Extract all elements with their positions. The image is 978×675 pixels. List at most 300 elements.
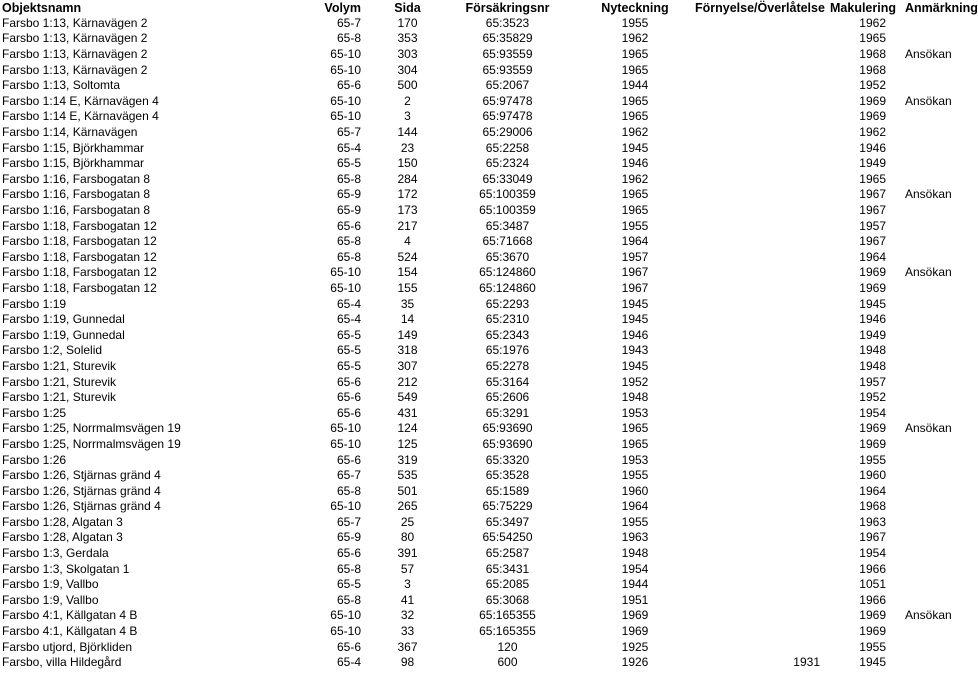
cell-volym: 65-4 <box>336 140 361 155</box>
cell-fornyelse <box>695 546 830 562</box>
table-row <box>0 561 960 577</box>
cell-nyteckning: 1946 <box>621 327 649 342</box>
cell-nyteckning: 1965 <box>621 93 649 108</box>
cell-makulering: 1969 <box>859 436 886 451</box>
cell-volym: 65-7 <box>336 468 361 483</box>
cell-anmarkning <box>900 374 960 390</box>
table-row <box>0 218 960 234</box>
cell-makulering: 1952 <box>859 78 886 93</box>
cell-volym: 65-5 <box>336 577 361 592</box>
cell-objektsnamn: Farsbo 1:19, Gunnedal <box>2 312 125 327</box>
cell-fornyelse <box>695 281 830 297</box>
cell-anmarkning <box>900 218 960 234</box>
table-body <box>0 16 960 671</box>
cell-anmarkning <box>900 78 960 94</box>
cell-sida: 501 <box>397 483 418 498</box>
cell-anmarkning <box>900 31 960 47</box>
cell-forsakringsnr: 65:93559 <box>482 62 533 77</box>
cell-fornyelse <box>695 421 830 437</box>
cell-makulering: 1967 <box>859 530 886 545</box>
cell-anmarkning <box>900 405 960 421</box>
cell-forsakringsnr: 65:2293 <box>485 296 530 311</box>
cell-objektsnamn: Farsbo 1:26, Stjärnas gränd 4 <box>2 483 161 498</box>
cell-objektsnamn: Farsbo 1:3, Gerdala <box>2 546 109 561</box>
cell-sida: 304 <box>397 62 418 77</box>
cell-forsakringsnr: 65:2587 <box>485 546 530 561</box>
cell-sida: 125 <box>397 436 418 451</box>
table-row <box>0 296 960 312</box>
cell-nyteckning: 1945 <box>621 140 649 155</box>
cell-anmarkning: Ansökan <box>905 187 952 202</box>
cell-anmarkning: Ansökan <box>905 93 952 108</box>
cell-anmarkning <box>900 172 960 188</box>
cell-makulering: 1967 <box>859 187 886 202</box>
cell-forsakringsnr: 65:3487 <box>485 218 530 233</box>
cell-objektsnamn: Farsbo 1:18, Farsbogatan 12 <box>2 265 157 280</box>
cell-nyteckning: 1967 <box>621 280 649 295</box>
header-sida: Sida <box>394 0 421 15</box>
cell-volym: 65-6 <box>336 78 361 93</box>
cell-fornyelse <box>695 296 830 312</box>
cell-objektsnamn: Farsbo 1:3, Skolgatan 1 <box>2 561 130 576</box>
cell-nyteckning: 1948 <box>621 390 649 405</box>
table-row <box>0 577 960 593</box>
cell-makulering: 1955 <box>859 639 886 654</box>
cell-fornyelse <box>695 94 830 110</box>
cell-anmarkning <box>900 655 960 671</box>
table-row <box>0 546 960 562</box>
cell-nyteckning: 1965 <box>621 62 649 77</box>
cell-makulering: 1969 <box>859 421 886 436</box>
cell-fornyelse <box>695 390 830 406</box>
cell-forsakringsnr: 65:3320 <box>485 452 530 467</box>
cell-volym: 65-5 <box>336 343 361 358</box>
cell-makulering: 1969 <box>859 624 886 639</box>
cell-anmarkning <box>900 624 960 640</box>
cell-anmarkning <box>900 561 960 577</box>
cell-sida: 307 <box>397 358 418 373</box>
table-row <box>0 421 960 437</box>
cell-objektsnamn: Farsbo 1:16, Farsbogatan 8 <box>2 171 151 186</box>
cell-makulering: 1964 <box>859 483 886 498</box>
cell-forsakringsnr: 65:2085 <box>485 577 530 592</box>
cell-volym: 65-4 <box>336 655 361 670</box>
cell-forsakringsnr: 65:100359 <box>479 203 536 218</box>
cell-anmarkning <box>900 327 960 343</box>
cell-fornyelse <box>695 468 830 484</box>
cell-anmarkning <box>900 515 960 531</box>
cell-volym: 65-6 <box>336 218 361 233</box>
cell-nyteckning: 1960 <box>621 483 649 498</box>
cell-forsakringsnr: 65:1589 <box>485 483 530 498</box>
cell-sida: 500 <box>397 78 418 93</box>
table-row <box>0 639 960 655</box>
cell-sida: 212 <box>397 374 418 389</box>
cell-forsakringsnr: 65:71668 <box>482 234 533 249</box>
table-row <box>0 624 960 640</box>
cell-anmarkning <box>900 639 960 655</box>
cell-nyteckning: 1965 <box>621 203 649 218</box>
cell-fornyelse <box>695 312 830 328</box>
cell-objektsnamn: Farsbo 1:18, Farsbogatan 12 <box>2 218 157 233</box>
cell-volym: 65-4 <box>336 312 361 327</box>
cell-forsakringsnr: 65:75229 <box>482 499 533 514</box>
header-row <box>0 0 960 16</box>
cell-makulering: 1946 <box>859 312 886 327</box>
cell-volym: 65-6 <box>336 374 361 389</box>
cell-sida: 14 <box>400 312 415 327</box>
cell-nyteckning: 1945 <box>621 296 649 311</box>
table-row <box>0 31 960 47</box>
cell-nyteckning: 1965 <box>621 421 649 436</box>
cell-makulering: 1967 <box>859 203 886 218</box>
cell-fornyelse <box>695 327 830 343</box>
cell-anmarkning <box>900 16 960 32</box>
cell-sida: 98 <box>400 655 415 670</box>
cell-sida: 319 <box>397 452 418 467</box>
cell-sida: 23 <box>400 140 415 155</box>
cell-objektsnamn: Farsbo 1:28, Algatan 3 <box>2 530 123 545</box>
table-row <box>0 187 960 203</box>
cell-volym: 65-10 <box>330 421 361 436</box>
cell-fornyelse <box>695 639 830 655</box>
cell-fornyelse <box>695 47 830 63</box>
cell-forsakringsnr: 65:2343 <box>485 327 530 342</box>
cell-fornyelse <box>695 78 830 94</box>
cell-sida: 265 <box>397 499 418 514</box>
cell-forsakringsnr: 65:2067 <box>485 78 530 93</box>
cell-objektsnamn: Farsbo 1:14 E, Kärnavägen 4 <box>2 93 159 108</box>
cell-fornyelse <box>695 343 830 359</box>
cell-sida: 33 <box>400 624 415 639</box>
cell-objektsnamn: Farsbo 1:21, Sturevik <box>2 358 117 373</box>
cell-sida: 155 <box>397 280 418 295</box>
cell-volym: 65-7 <box>336 15 361 30</box>
cell-sida: 25 <box>400 514 415 529</box>
cell-anmarkning <box>900 483 960 499</box>
cell-forsakringsnr: 65:3068 <box>485 592 530 607</box>
cell-objektsnamn: Farsbo 4:1, Källgatan 4 B <box>2 608 138 623</box>
cell-fornyelse <box>695 515 830 531</box>
cell-volym: 65-9 <box>336 530 361 545</box>
cell-anmarkning <box>900 593 960 609</box>
cell-forsakringsnr: 65:97478 <box>482 109 533 124</box>
cell-makulering: 1968 <box>859 62 886 77</box>
cell-forsakringsnr: 65:29006 <box>482 125 533 140</box>
table-row <box>0 94 960 110</box>
cell-fornyelse <box>695 125 830 141</box>
cell-makulering: 1969 <box>859 265 886 280</box>
header-anmarkning: Anmärkning <box>905 0 978 15</box>
cell-forsakringsnr: 65:2258 <box>485 140 530 155</box>
cell-fornyelse <box>695 156 830 172</box>
table-row <box>0 593 960 609</box>
cell-forsakringsnr: 65:2310 <box>485 312 530 327</box>
cell-nyteckning: 1944 <box>621 78 649 93</box>
cell-sida: 4 <box>404 234 411 249</box>
cell-volym: 65-6 <box>336 390 361 405</box>
cell-forsakringsnr: 65:165355 <box>479 608 536 623</box>
cell-sida: 217 <box>397 218 418 233</box>
cell-nyteckning: 1965 <box>621 187 649 202</box>
cell-forsakringsnr: 65:97478 <box>482 93 533 108</box>
cell-objektsnamn: Farsbo 1:19, Gunnedal <box>2 327 125 342</box>
header-forsakringsnr: Försäkringsnr <box>465 0 550 15</box>
cell-nyteckning: 1957 <box>621 249 649 264</box>
cell-makulering: 1949 <box>859 156 886 171</box>
cell-nyteckning: 1969 <box>621 624 649 639</box>
cell-volym: 65-10 <box>330 608 361 623</box>
cell-anmarkning <box>900 250 960 266</box>
table-row <box>0 530 960 546</box>
cell-sida: 3 <box>404 577 411 592</box>
cell-sida: 367 <box>397 639 418 654</box>
cell-fornyelse <box>695 593 830 609</box>
table-row <box>0 452 960 468</box>
cell-makulering: 1945 <box>859 655 886 670</box>
cell-makulering: 1954 <box>859 405 886 420</box>
cell-objektsnamn: Farsbo 1:26, Stjärnas gränd 4 <box>2 499 161 514</box>
cell-fornyelse <box>695 16 830 32</box>
cell-sida: 431 <box>397 405 418 420</box>
cell-makulering: 1955 <box>859 452 886 467</box>
cell-forsakringsnr: 65:3528 <box>485 468 530 483</box>
cell-makulering: 1952 <box>859 390 886 405</box>
cell-forsakringsnr: 65:3670 <box>485 249 530 264</box>
cell-nyteckning: 1964 <box>621 234 649 249</box>
cell-fornyelse <box>695 577 830 593</box>
cell-forsakringsnr: 65:2606 <box>485 390 530 405</box>
cell-objektsnamn: Farsbo 1:26, Stjärnas gränd 4 <box>2 468 161 483</box>
cell-anmarkning <box>900 281 960 297</box>
table-row <box>0 172 960 188</box>
table-row <box>0 468 960 484</box>
cell-nyteckning: 1951 <box>621 592 649 607</box>
cell-anmarkning <box>900 577 960 593</box>
cell-fornyelse <box>695 530 830 546</box>
cell-anmarkning <box>900 125 960 141</box>
cell-volym: 65-8 <box>336 249 361 264</box>
table-row <box>0 655 960 671</box>
cell-sida: 35 <box>400 296 415 311</box>
cell-nyteckning: 1955 <box>621 218 649 233</box>
cell-volym: 65-5 <box>336 156 361 171</box>
table-row <box>0 78 960 94</box>
cell-objektsnamn: Farsbo 1:21, Sturevik <box>2 374 117 389</box>
cell-fornyelse <box>695 109 830 125</box>
cell-anmarkning: Ansökan <box>905 47 952 62</box>
cell-objektsnamn: Farsbo 4:1, Källgatan 4 B <box>2 624 138 639</box>
table-row <box>0 483 960 499</box>
cell-nyteckning: 1944 <box>621 577 649 592</box>
cell-objektsnamn: Farsbo 1:18, Farsbogatan 12 <box>2 234 157 249</box>
cell-nyteckning: 1952 <box>621 374 649 389</box>
header-objektsnamn: Objektsnamn <box>2 0 82 15</box>
header-makulering: Makulering <box>830 0 896 15</box>
cell-nyteckning: 1967 <box>621 265 649 280</box>
table-row <box>0 499 960 515</box>
cell-nyteckning: 1965 <box>621 109 649 124</box>
cell-makulering: 1960 <box>859 468 886 483</box>
table-row <box>0 343 960 359</box>
header-fornyelse: Förnyelse/Överlåtelse <box>695 0 825 15</box>
cell-sida: 154 <box>397 265 418 280</box>
cell-objektsnamn: Farsbo 1:18, Farsbogatan 12 <box>2 280 157 295</box>
cell-fornyelse <box>695 62 830 78</box>
cell-sida: 170 <box>397 15 418 30</box>
cell-makulering: 1965 <box>859 171 886 186</box>
cell-objektsnamn: Farsbo 1:13, Soltomta <box>2 78 121 93</box>
table-row <box>0 109 960 125</box>
cell-fornyelse <box>695 437 830 453</box>
cell-fornyelse <box>695 172 830 188</box>
cell-sida: 318 <box>397 343 418 358</box>
table-row <box>0 281 960 297</box>
table-row <box>0 16 960 32</box>
cell-sida: 2 <box>404 93 411 108</box>
cell-anmarkning <box>900 234 960 250</box>
cell-nyteckning: 1943 <box>621 343 649 358</box>
cell-anmarkning: Ansökan <box>905 265 952 280</box>
cell-fornyelse <box>695 203 830 219</box>
cell-makulering: 1957 <box>859 374 886 389</box>
table-row <box>0 140 960 156</box>
cell-anmarkning <box>900 296 960 312</box>
cell-fornyelse <box>695 624 830 640</box>
cell-volym: 65-10 <box>330 436 361 451</box>
cell-forsakringsnr: 120 <box>497 639 518 654</box>
cell-volym: 65-6 <box>336 546 361 561</box>
cell-sida: 353 <box>397 31 418 46</box>
cell-forsakringsnr: 65:2324 <box>485 156 530 171</box>
cell-anmarkning <box>900 452 960 468</box>
cell-forsakringsnr: 600 <box>497 655 518 670</box>
cell-anmarkning <box>900 62 960 78</box>
cell-forsakringsnr: 65:54250 <box>482 530 533 545</box>
cell-forsakringsnr: 65:3291 <box>485 405 530 420</box>
table-row <box>0 62 960 78</box>
cell-fornyelse <box>695 265 830 281</box>
table-row <box>0 203 960 219</box>
cell-nyteckning: 1946 <box>621 156 649 171</box>
cell-makulering: 1968 <box>859 47 886 62</box>
cell-objektsnamn: Farsbo 1:9, Vallbo <box>2 577 99 592</box>
table-row <box>0 515 960 531</box>
cell-objektsnamn: Farsbo, villa Hildegård <box>2 655 122 670</box>
cell-forsakringsnr: 65:93690 <box>482 436 533 451</box>
cell-forsakringsnr: 65:35829 <box>482 31 533 46</box>
table-row <box>0 608 960 624</box>
cell-makulering: 1948 <box>859 358 886 373</box>
cell-fornyelse <box>695 234 830 250</box>
cell-anmarkning <box>900 343 960 359</box>
cell-volym: 65-5 <box>336 327 361 342</box>
cell-anmarkning <box>900 468 960 484</box>
cell-makulering: 1966 <box>859 592 886 607</box>
cell-nyteckning: 1948 <box>621 546 649 561</box>
cell-objektsnamn: Farsbo 1:2, Solelid <box>2 343 103 358</box>
cell-objektsnamn: Farsbo 1:13, Kärnavägen 2 <box>2 15 148 30</box>
cell-anmarkning <box>900 156 960 172</box>
cell-anmarkning <box>900 437 960 453</box>
cell-fornyelse <box>695 405 830 421</box>
cell-objektsnamn: Farsbo 1:28, Algatan 3 <box>2 514 123 529</box>
cell-volym: 65-10 <box>330 47 361 62</box>
cell-nyteckning: 1965 <box>621 436 649 451</box>
cell-nyteckning: 1962 <box>621 171 649 186</box>
cell-fornyelse <box>695 218 830 234</box>
cell-anmarkning: Ansökan <box>905 421 952 436</box>
cell-sida: 524 <box>397 249 418 264</box>
cell-objektsnamn: Farsbo 1:13, Kärnavägen 2 <box>2 47 148 62</box>
table-row <box>0 359 960 375</box>
cell-sida: 549 <box>397 390 418 405</box>
cell-objektsnamn: Farsbo 1:25, Norrmalmsvägen 19 <box>2 436 181 451</box>
cell-volym: 65-10 <box>330 280 361 295</box>
cell-fornyelse <box>695 374 830 390</box>
cell-objektsnamn: Farsbo 1:14 E, Kärnavägen 4 <box>2 109 159 124</box>
cell-makulering: 1962 <box>859 125 886 140</box>
cell-makulering: 1949 <box>859 327 886 342</box>
table-row <box>0 47 960 63</box>
table-row <box>0 312 960 328</box>
cell-objektsnamn: Farsbo 1:15, Björkhammar <box>2 156 145 171</box>
cell-objektsnamn: Farsbo 1:25 <box>2 405 67 420</box>
cell-objektsnamn: Farsbo 1:21, Sturevik <box>2 390 117 405</box>
cell-nyteckning: 1945 <box>621 358 649 373</box>
cell-fornyelse: 1931 <box>793 655 820 670</box>
cell-forsakringsnr: 65:3497 <box>485 514 530 529</box>
cell-makulering: 1969 <box>859 109 886 124</box>
cell-makulering: 1948 <box>859 343 886 358</box>
cell-makulering: 1962 <box>859 15 886 30</box>
cell-nyteckning: 1955 <box>621 514 649 529</box>
cell-makulering: 1051 <box>859 577 886 592</box>
cell-makulering: 1966 <box>859 561 886 576</box>
cell-fornyelse <box>695 359 830 375</box>
header-nyteckning: Nyteckning <box>601 0 669 15</box>
cell-makulering: 1965 <box>859 31 886 46</box>
cell-forsakringsnr: 65:33049 <box>482 171 533 186</box>
cell-anmarkning <box>900 546 960 562</box>
cell-nyteckning: 1963 <box>621 530 649 545</box>
table-header <box>0 0 978 16</box>
cell-fornyelse <box>695 561 830 577</box>
cell-anmarkning <box>900 390 960 406</box>
table-row <box>0 125 960 141</box>
table-row <box>0 390 960 406</box>
cell-volym: 65-8 <box>336 31 361 46</box>
cell-nyteckning: 1953 <box>621 405 649 420</box>
cell-sida: 150 <box>397 156 418 171</box>
cell-nyteckning: 1965 <box>621 47 649 62</box>
table-row <box>0 374 960 390</box>
table-row <box>0 250 960 266</box>
cell-forsakringsnr: 65:100359 <box>479 187 536 202</box>
cell-sida: 124 <box>397 421 418 436</box>
cell-sida: 80 <box>400 530 415 545</box>
cell-volym: 65-10 <box>330 499 361 514</box>
cell-objektsnamn: Farsbo 1:19 <box>2 296 67 311</box>
cell-sida: 535 <box>397 468 418 483</box>
cell-volym: 65-7 <box>336 514 361 529</box>
cell-volym: 65-10 <box>330 265 361 280</box>
cell-nyteckning: 1955 <box>621 15 649 30</box>
cell-objektsnamn: Farsbo 1:13, Kärnavägen 2 <box>2 31 148 46</box>
cell-volym: 65-10 <box>330 109 361 124</box>
cell-volym: 65-6 <box>336 639 361 654</box>
cell-objektsnamn: Farsbo 1:26 <box>2 452 67 467</box>
